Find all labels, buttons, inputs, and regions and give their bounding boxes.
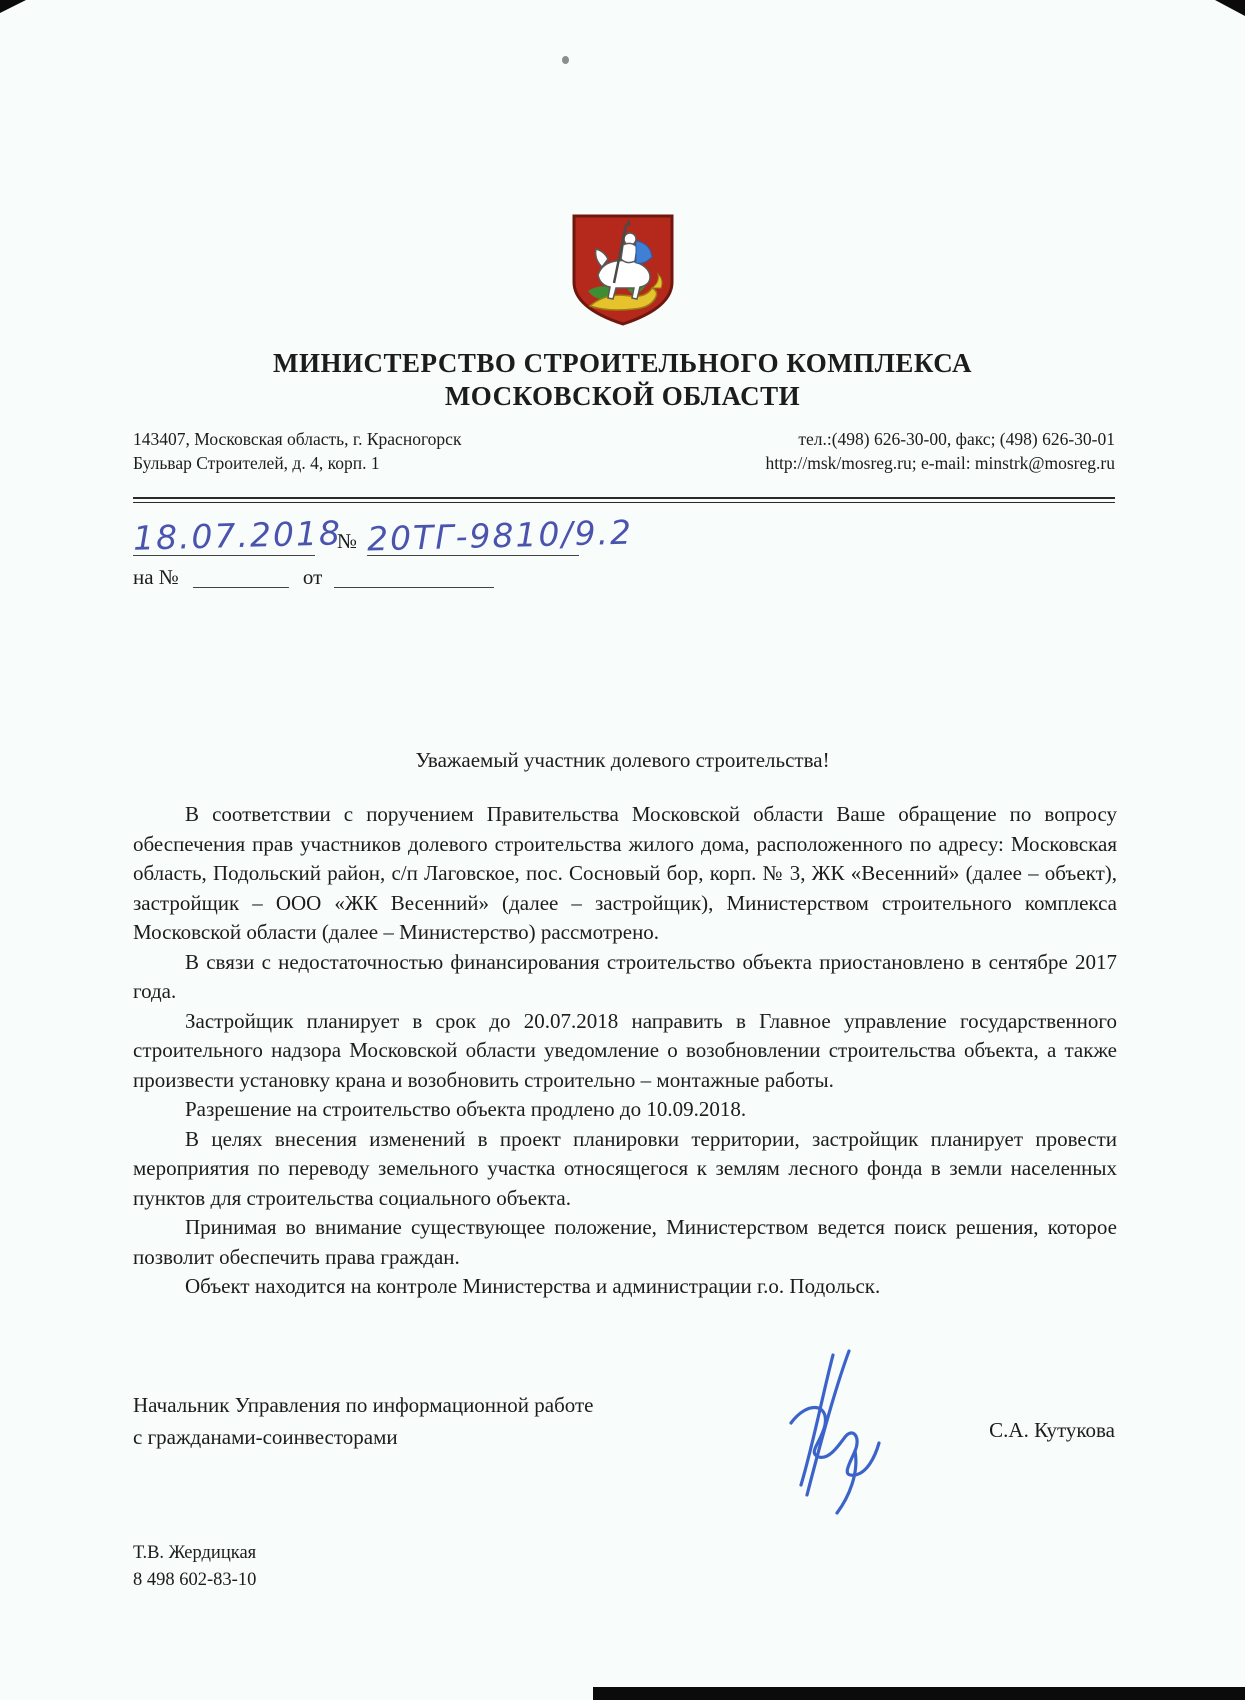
paragraph: Принимая во внимание существующее положение, Министерством ведется поиск решения, которое позволит обеспечить права граждан. (133, 1215, 1117, 1269)
salutation: Уважаемый участник долевого строительства! (415, 748, 830, 772)
signer-position-line2: с гражданами-соинвесторами (133, 1424, 398, 1449)
ministry-title-line2: МОСКОВСКОЙ ОБЛАСТИ (444, 380, 801, 411)
address-line2: Бульвар Строителей, д. 4, корп. 1 (133, 452, 380, 473)
paragraph: В соответствии с поручением Правительства Московской области Ваше обращение по вопросу обеспечения прав участников долевого строительства жилого дома, расположенного по адресу: Московская область, Подольский район, с/п Лаговское, пос. Сосновый бор, корп. № 3, ЖК «Весенний» (далее – объект), застройщик – ООО «ЖК Весенний» (далее – застройщик), Министерством строительного комплекса Московской области (далее – Министерство) рассмотрено. (133, 802, 1117, 944)
paragraph: В связи с недостаточностью финансирования строительство объекта приостановлено в сентябре 2017 года. (133, 949, 1117, 1003)
handwritten-signature-icon (763, 1345, 913, 1540)
scan-artifact-top-left (0, 0, 26, 13)
masthead (0, 347, 1245, 413)
incoming-reference-row (133, 565, 579, 590)
reply-to-label: на № (133, 565, 179, 589)
contact-details (765, 428, 1115, 475)
postal-address (133, 428, 461, 475)
paragraph: Застройщик планирует в срок до 20.07.2018 направить в Главное управление государственного строительного надзора Московской области уведомление о возобновлении строительства объекта, а также произвести установку крана и возобновить строительно – монтажные работы. (133, 1008, 1117, 1092)
scan-artifact-bottom-bar (593, 1687, 1245, 1700)
paragraph: В целях внесения изменений в проект планировки территории, застройщик планирует провести мероприятия по переводу земельного участка относящегося к землям лесного фонда в земли населенных пунктов для строительства социального объекта. (133, 1126, 1117, 1210)
registration-block (132, 512, 634, 590)
ministry-title-line1: МИНИСТЕРСТВО СТРОИТЕЛЬНОГО КОМПЛЕКСА (273, 348, 972, 378)
masthead-contacts (133, 428, 1115, 483)
address-line1: 143407, Московская область, г. Красногорск (133, 429, 462, 449)
outgoing-date-field (132, 513, 343, 558)
signer-position-line1: Начальник Управления по информационной работе (133, 1393, 594, 1417)
handwritten-date: 18.07.2018 (132, 513, 343, 558)
reply-date-blank (334, 567, 494, 588)
letter-body (133, 800, 1117, 1302)
outgoing-reference-row (132, 512, 634, 559)
paragraph: Разрешение на строительство объекта продлено до 10.09.2018. (185, 1097, 747, 1121)
phone-fax-line: тел.:(498) 626-30-00, факс; (498) 626-30-01 (798, 429, 1115, 449)
reply-number-blank (193, 567, 289, 588)
scan-artifact-speck (562, 56, 569, 64)
paragraph: Объект находится на контроле Министерства и администрации г.о. Подольск. (185, 1274, 881, 1298)
coat-of-arms-icon (0, 213, 1245, 332)
handwritten-number: 20ТГ-9810/9.2 (366, 512, 634, 559)
executor-phone: 8 498 602-83-10 (133, 1569, 257, 1590)
outgoing-number-field (366, 512, 634, 559)
executor-name: Т.В. Жердицкая (133, 1543, 257, 1563)
reply-date-label: от (302, 565, 323, 589)
scan-artifact-top-right (1215, 0, 1245, 16)
signer-name: С.А. Кутукова (989, 1418, 1115, 1442)
executor-block (133, 1540, 256, 1594)
masthead-divider (133, 497, 1115, 503)
number-sign-label: № (337, 529, 358, 553)
signature-block (133, 1390, 1115, 1453)
web-email-line: http://msk/mosreg.ru; e-mail: minstrk@mosreg.ru (765, 452, 1115, 473)
